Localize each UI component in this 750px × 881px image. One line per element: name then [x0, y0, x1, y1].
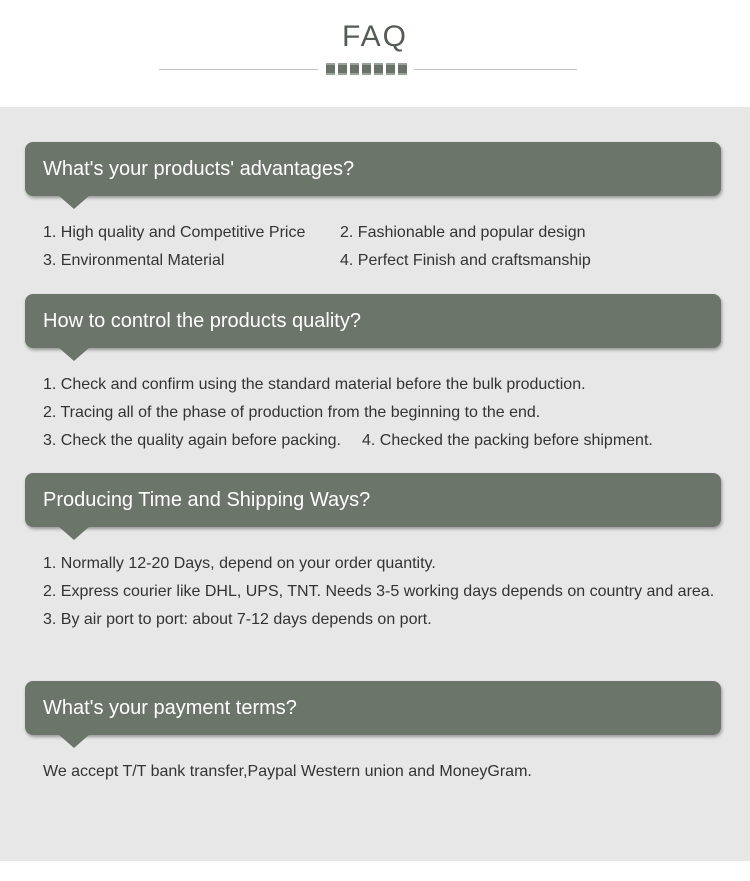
faq-answer-line: 1. High quality and Competitive Price — [43, 224, 306, 241]
divider-ornament-icon — [318, 62, 414, 76]
faq-answer-line: 3. Check the quality again before packing. — [43, 432, 341, 449]
faq-answer-line: 2. Fashionable and popular design — [340, 224, 586, 241]
faq-question: Producing Time and Shipping Ways? — [43, 489, 371, 511]
faq-content — [0, 107, 750, 861]
faq-answer-line: 2. Tracing all of the phase of production from the beginning to the end. — [43, 404, 541, 421]
faq-answer-line: 4. Perfect Finish and craftsmanship — [340, 252, 591, 269]
faq-question: What's your products' advantages? — [43, 158, 355, 180]
faq-question-banner — [25, 142, 721, 196]
faq-question: How to control the products quality? — [43, 310, 361, 332]
faq-question-banner — [25, 681, 721, 735]
faq-question-banner — [25, 294, 721, 348]
faq-question-banner — [25, 473, 721, 527]
faq-answer-line: 1. Check and confirm using the standard material before the bulk production. — [43, 376, 586, 393]
faq-question: What's your payment terms? — [43, 697, 297, 719]
faq-answer-line: We accept T/T bank transfer,Paypal Western union and MoneyGram. — [43, 763, 532, 780]
page-title: FAQ — [341, 20, 408, 53]
faq-answer-line: 1. Normally 12-20 Days, depend on your order quantity. — [43, 555, 436, 572]
faq-answer-line: 3. Environmental Material — [43, 252, 225, 269]
faq-header — [0, 0, 750, 107]
faq-answer-line: 4. Checked the packing before shipment. — [362, 432, 653, 449]
faq-answer-line: 2. Express courier like DHL, UPS, TNT. Needs 3-5 working days depends on country and area. — [43, 583, 715, 600]
page-footer — [0, 861, 750, 881]
faq-answer-line: 3. By air port to port: about 7-12 days depends on port. — [43, 611, 432, 628]
